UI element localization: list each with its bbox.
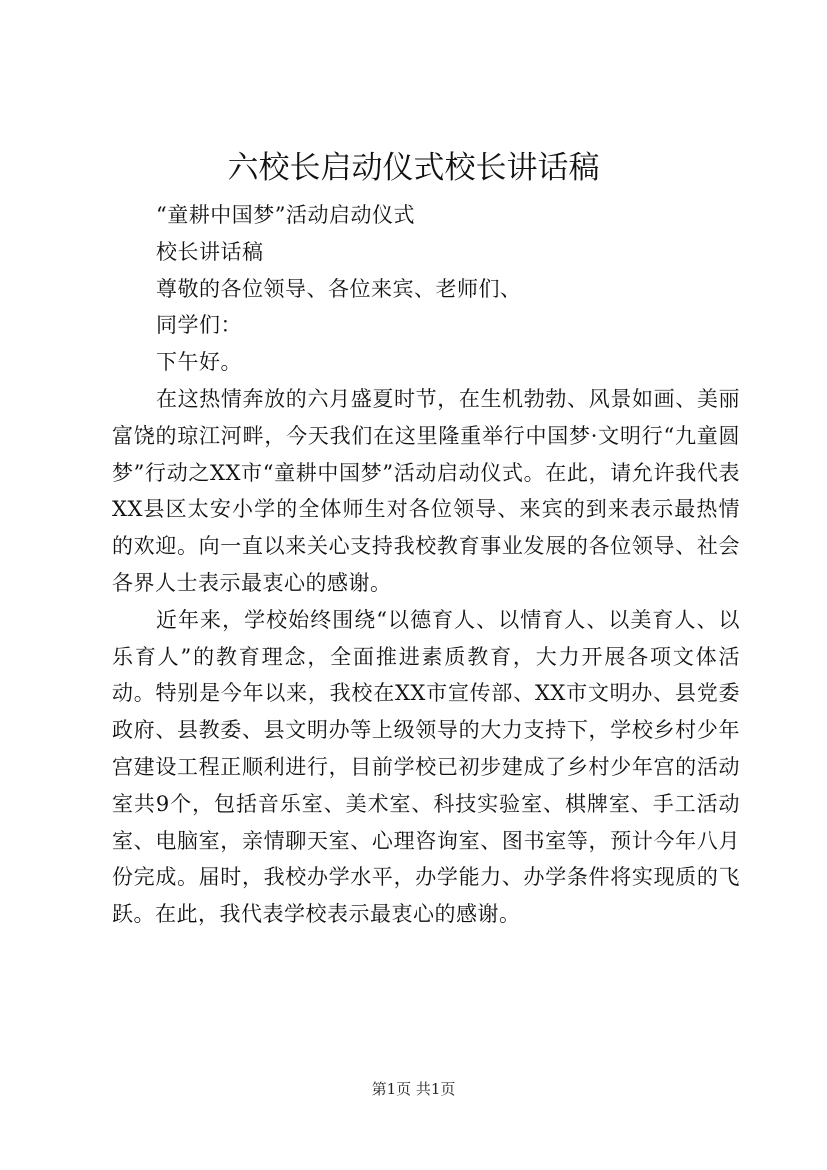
paragraph-school-progress: 近年来，学校始终围绕“以德育人、以情育人、以美育人、以乐育人”的教育理念，全面推进素质教育，大力开展各项文体活动。特别是今年以来，我校在XX市宣传部、XX市文明办、县党委政府、县教委、县文明办等上级领导的大力支持下，学校乡村少年宫建设工程正顺利进行，目前学校已初步建成了乡村少年宫的活动室共9个，包括音乐室、美术室、科技实验室、棋牌室、手工活动室、电脑室，亲情聊天室、心理咨询室、图书室等，预计今年八月份完成。届时，我校办学水平，办学能力、办学条件将实现质的飞跃。在此，我代表学校表示最衷心的感谢。 (112, 607, 740, 927)
page-footer: 第1页 共1页 (371, 1080, 456, 1098)
paragraph-welcome: 在这热情奔放的六月盛夏时节，在生机勃勃、风景如画、美丽富饶的琼江河畔，今天我们在这里隆重举行中国梦·文明行“九童圆梦”行动之XX市“童耕中国梦”活动启动仪式。在此，请允许我代表XX县区太安小学的全体师生对各位领导、来宾的到来表示最热情的欢迎。向一直以来关心支持我校教育事业发展的各位领导、社会各界人士表示最衷心的感谢。 (112, 386, 740, 595)
paragraph-salutation-students: 同学们： (156, 313, 242, 338)
paragraph-salutation: 尊敬的各位领导、各位来宾、老师们、 (156, 276, 522, 301)
document-title: 六校长启动仪式校长讲话稿 (227, 150, 600, 186)
paragraph-speech-label: 校长讲话稿 (156, 239, 264, 264)
document-body (112, 197, 740, 933)
paragraph-event-name: “童耕中国梦”活动启动仪式 (156, 203, 415, 227)
paragraph-greeting: 下午好。 (156, 350, 242, 375)
